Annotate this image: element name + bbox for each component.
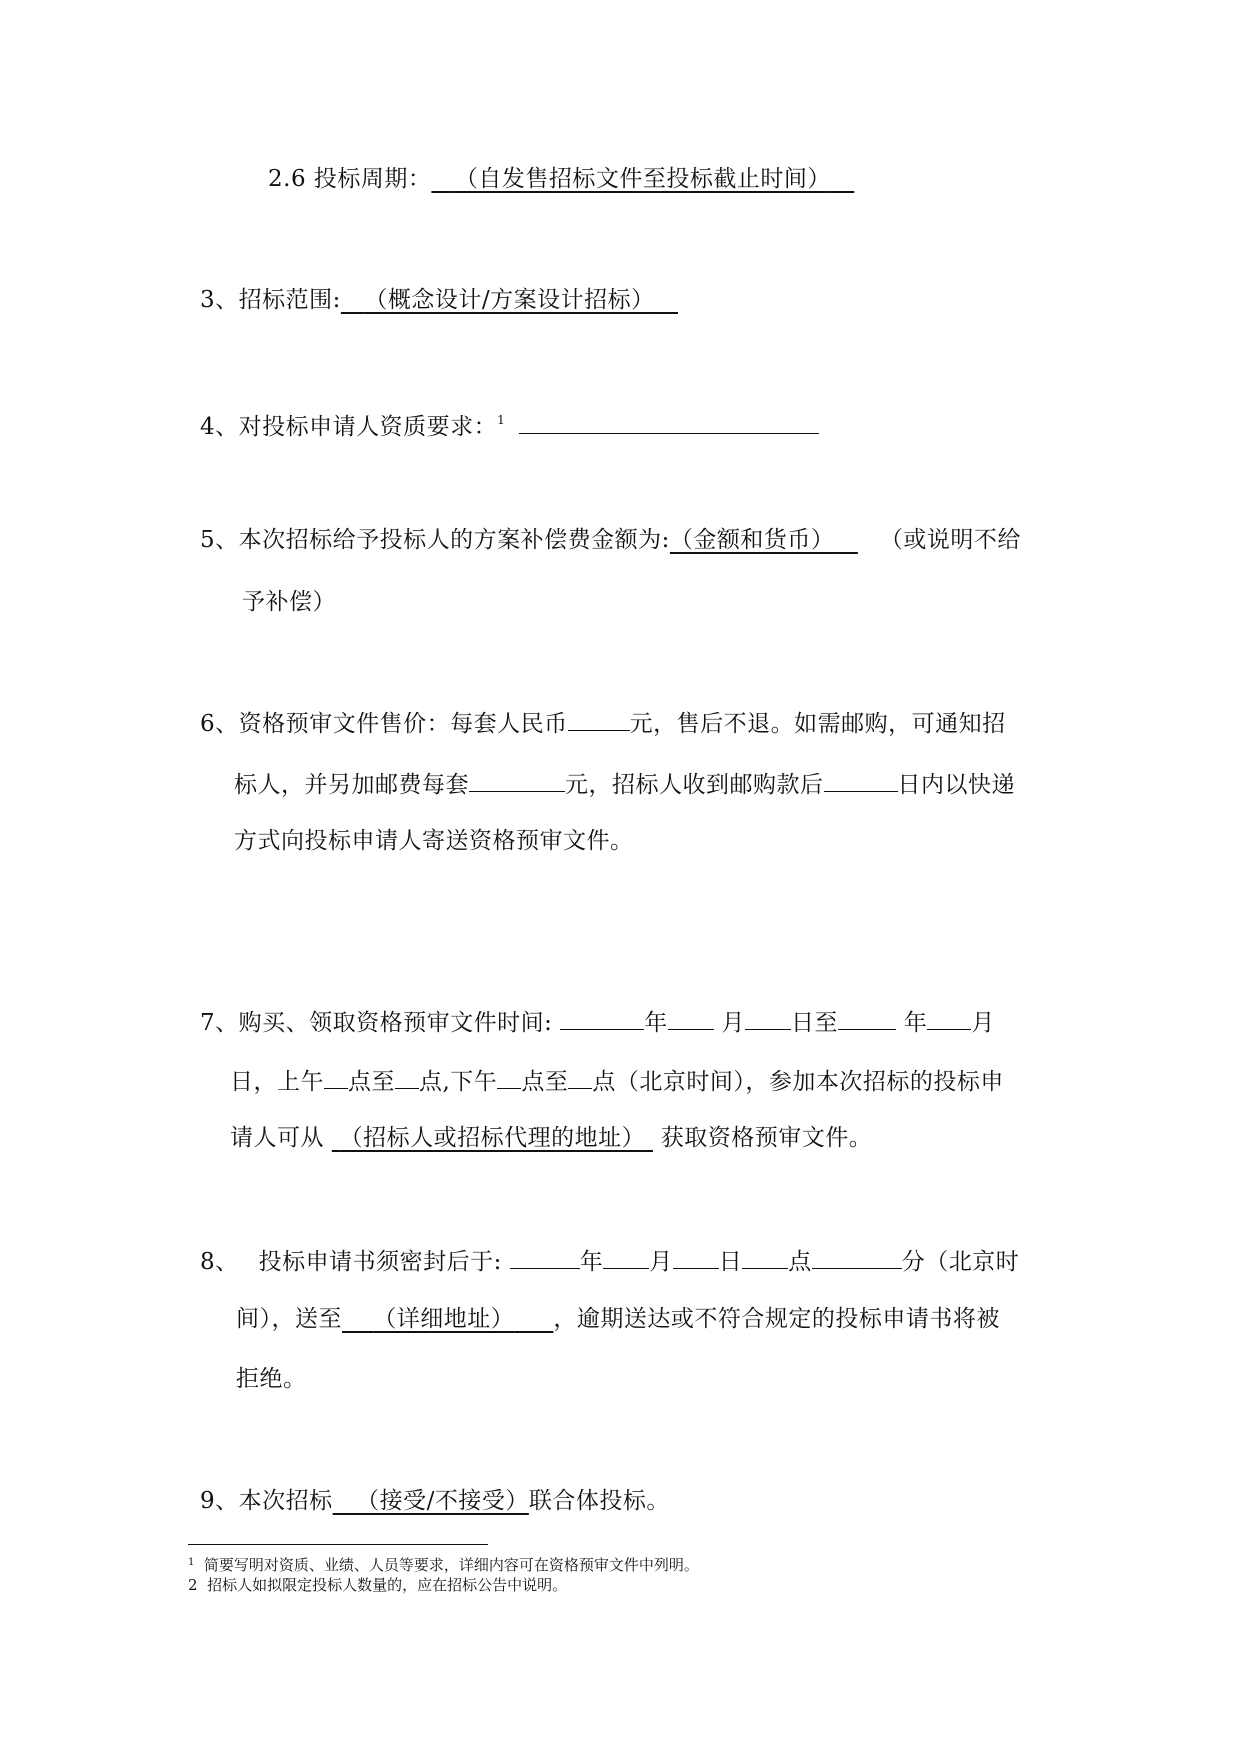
year-blank-2: [838, 1005, 896, 1030]
compensation-tail: （或说明不给: [879, 527, 1021, 553]
am-start-blank: [324, 1064, 348, 1089]
section-5-line-2: [242, 587, 336, 617]
consortium-value: （接受/不接受）: [356, 1488, 529, 1514]
delivery-text: 方式向投标申请人寄送资格预审文件。: [234, 828, 634, 854]
month-blank-1: [668, 1005, 714, 1030]
bid-period-label: 2.6 投标周期：: [268, 166, 432, 192]
day-blank-1: [745, 1005, 791, 1030]
qualification-label: 4、对投标申请人资质要求：: [200, 414, 498, 440]
section-7-line-2: 日，上午 点至 点,下午 点至 点（北京时间），参加本次招标的投标申: [230, 1064, 1004, 1097]
postage-text: 标人，并另加邮费每套: [234, 772, 469, 798]
footnote-divider: [188, 1544, 488, 1545]
pickup-address-value: （招标人或招标代理的地址）: [339, 1125, 646, 1151]
consortium-label: 9、本次招标: [200, 1488, 333, 1514]
qualification-blank: [519, 409, 819, 434]
section-6-line-1: [200, 706, 1006, 739]
footnote-2: 2 招标人如拟限定投标人数量的，应在招标公告中说明。: [188, 1576, 568, 1594]
tender-scope-value: （概念设计/方案设计招标）: [364, 287, 655, 313]
pm-end-blank: [568, 1064, 592, 1089]
footnote-ref-1: 1: [497, 413, 506, 427]
compensation-value: （金额和货币）: [669, 527, 835, 553]
section-8-line-1: 8、 投标申请书须密封后于: 年 月 日 点 分（北京时: [200, 1244, 1019, 1277]
bid-period-value: （自发售招标文件至投标截止时间）: [454, 166, 831, 192]
purchase-time-label: 7、购买、领取资格预审文件时间:: [200, 1010, 553, 1036]
footnote-1: $^1$ 简要写明对资质、业绩、人员等要求，详细内容可在资格预审文件中列明。: [188, 1556, 699, 1574]
section-8-line-3: 拒绝。: [236, 1366, 307, 1392]
deadline-month-blank: [603, 1244, 649, 1269]
consortium-tail: 联合体投标。: [528, 1488, 670, 1514]
price-tail: 元，售后不退。如需邮购，可通知招: [629, 711, 1006, 737]
section-7-line-3: 请人可从 （招标人或招标代理的地址） 获取资格预审文件。: [230, 1125, 873, 1151]
section-2-6: [268, 164, 854, 194]
days-tail: 日内以快递: [897, 772, 1015, 798]
sealed-deadline-label: 投标申请书须密封后于:: [258, 1249, 502, 1275]
month-blank-2: [927, 1005, 971, 1030]
compensation-label: 5、本次招标给予投标人的方案补偿费金额为:: [200, 527, 670, 553]
pm-start-blank: [497, 1064, 521, 1089]
deadline-hour-blank: [742, 1244, 788, 1269]
deadline-year-blank: [510, 1244, 580, 1269]
delivery-address-value: （详细地址）: [373, 1306, 515, 1332]
section-9: [200, 1486, 670, 1516]
postage-blank: [469, 767, 565, 792]
section-3: [200, 285, 678, 315]
section-5-line-1: [200, 525, 1021, 555]
compensation-line-2: 予补偿）: [242, 589, 336, 615]
price-text: 6、资格预审文件售价：每套人民币: [200, 711, 568, 737]
days-blank: [824, 767, 898, 792]
section-6-line-2: [234, 767, 1015, 800]
price-blank: [568, 706, 630, 731]
section-7-line-1: 7、购买、领取资格预审文件时间: 年 月 日至 年 月: [200, 1005, 995, 1038]
tender-scope-label: 3、招标范围:: [200, 287, 341, 313]
postage-tail: 元，招标人收到邮购款后: [565, 772, 824, 798]
am-end-blank: [395, 1064, 419, 1089]
section-8-line-2: 间），送至 （详细地址） ，逾期送达或不符合规定的投标申请书将被: [236, 1306, 1000, 1332]
section-4: [200, 405, 819, 442]
deadline-minute-blank: [812, 1244, 902, 1269]
deadline-day-blank: [673, 1244, 719, 1269]
year-blank-1: [560, 1005, 644, 1030]
section-6-line-3: [234, 826, 634, 856]
